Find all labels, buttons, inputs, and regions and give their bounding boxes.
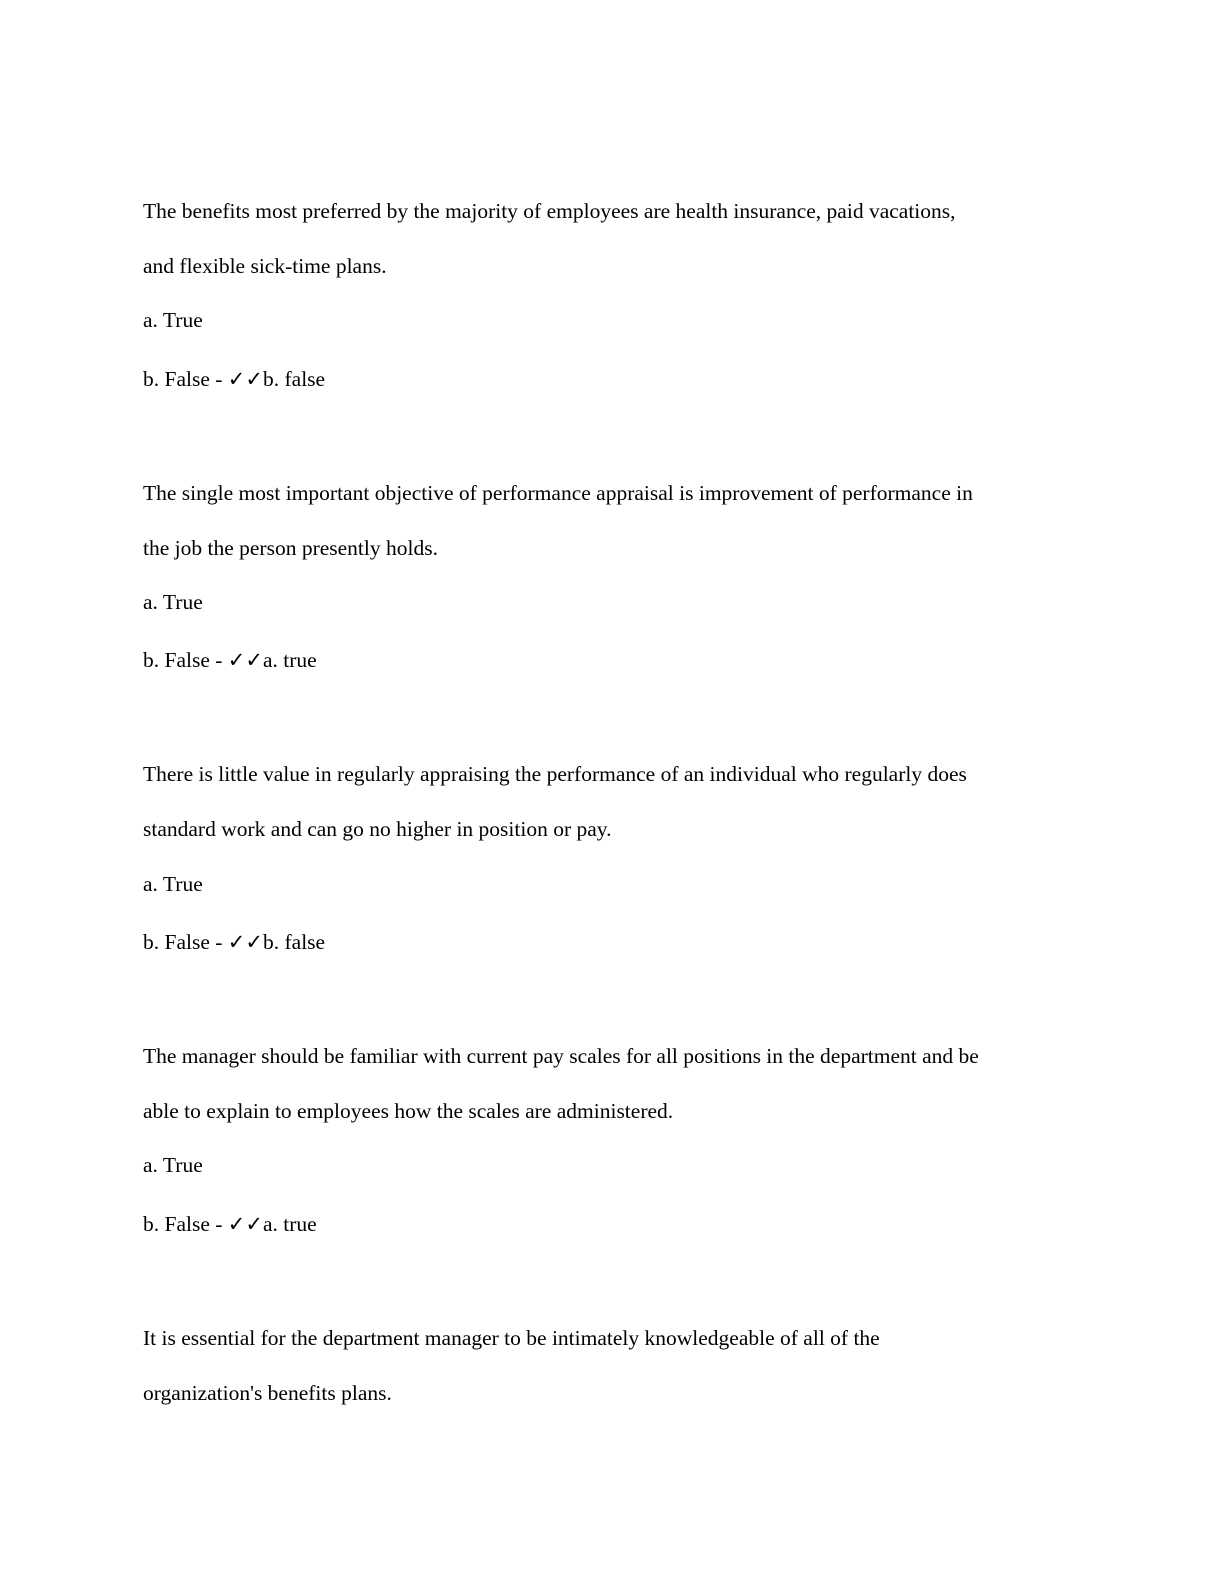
question-2-option-b-label: b. False - xyxy=(143,648,228,672)
question-1-answer: b. false xyxy=(263,367,326,391)
question-1-option-a: a. True xyxy=(143,308,203,332)
question-3-option-a: a. True xyxy=(143,872,203,896)
question-1-line-1: The benefits most preferred by the majority of employees are health insurance, paid vacations, xyxy=(143,199,956,223)
question-4-option-b xyxy=(143,1214,317,1236)
question-2-answer: a. true xyxy=(263,648,317,672)
question-4-option-a: a. True xyxy=(143,1153,203,1177)
double-check-icon: ✓✓ xyxy=(227,648,263,672)
double-check-icon: ✓✓ xyxy=(227,930,263,954)
question-1-option-b-label: b. False - xyxy=(143,367,228,391)
question-3-answer: b. false xyxy=(263,930,326,954)
question-2-line-2: the job the person presently holds. xyxy=(143,536,438,560)
question-1-line-2: and flexible sick-time plans. xyxy=(143,254,387,278)
double-check-icon: ✓✓ xyxy=(227,1212,263,1236)
question-2-option-a: a. True xyxy=(143,590,203,614)
question-4-line-1: The manager should be familiar with current pay scales for all positions in the department and be xyxy=(143,1044,979,1068)
question-2-line-1: The single most important objective of performance appraisal is improvement of performance in xyxy=(143,481,973,505)
question-4-option-b-label: b. False - xyxy=(143,1212,228,1236)
question-3-option-b-label: b. False - xyxy=(143,930,228,954)
question-3-line-2: standard work and can go no higher in position or pay. xyxy=(143,817,612,841)
question-3-line-1: There is little value in regularly appraising the performance of an individual who regularly does xyxy=(143,762,967,786)
question-4-answer: a. true xyxy=(263,1212,317,1236)
question-1-option-b xyxy=(143,369,325,391)
question-5-line-2: organization's benefits plans. xyxy=(143,1381,392,1405)
question-2-option-b xyxy=(143,650,317,672)
question-3-option-b xyxy=(143,932,325,954)
double-check-icon: ✓✓ xyxy=(227,367,263,391)
question-5-line-1: It is essential for the department manager to be intimately knowledgeable of all of the xyxy=(143,1326,880,1350)
question-4-line-2: able to explain to employees how the scales are administered. xyxy=(143,1099,674,1123)
